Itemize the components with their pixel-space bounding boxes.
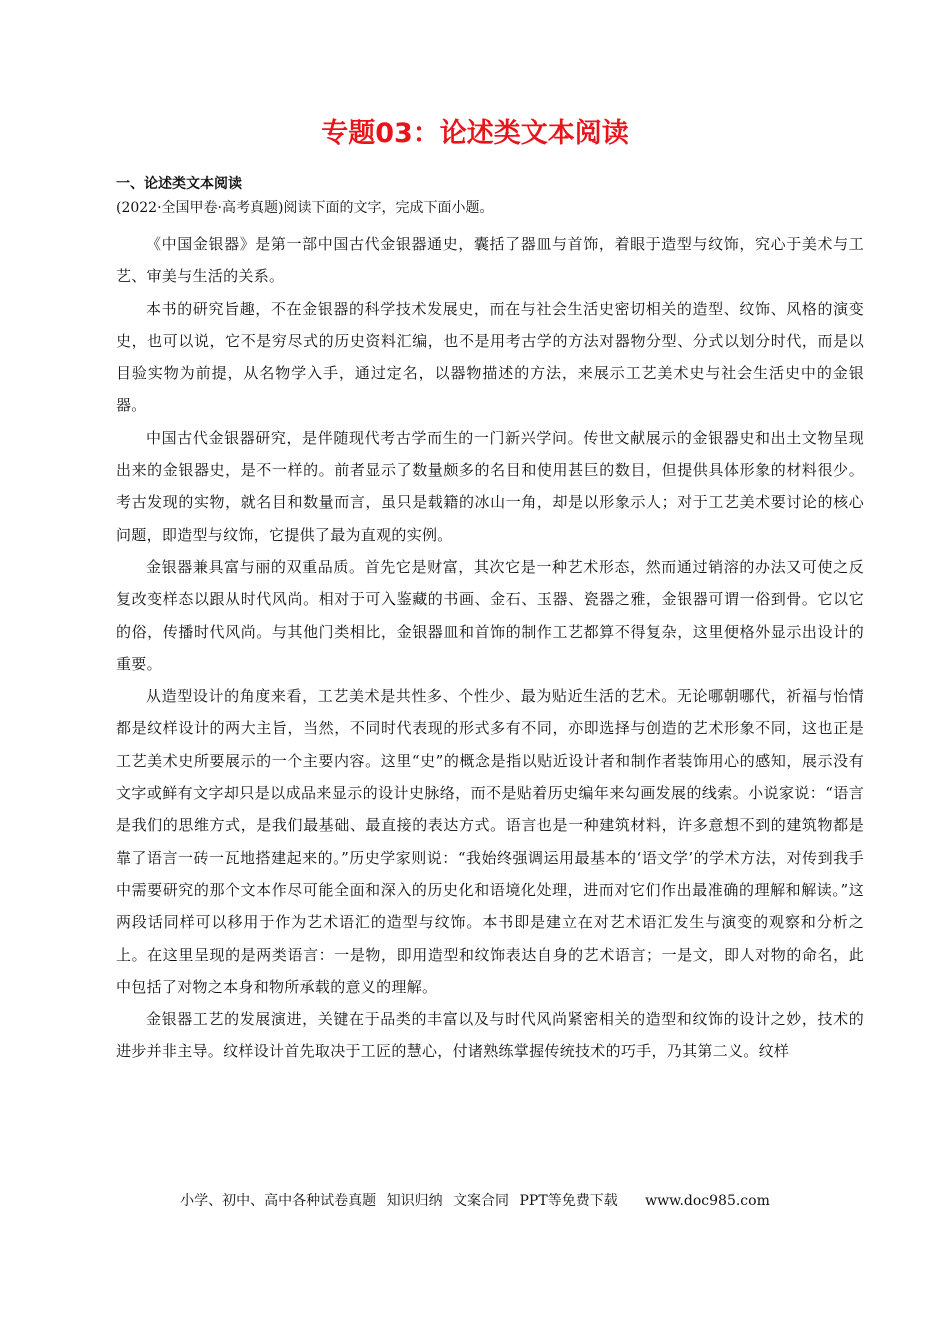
passage-body <box>116 228 864 1068</box>
passage-paragraph: 本书的研究旨趣，不在金银器的科学技术发展史，而在与社会生活史密切相关的造型、纹饰、风格的演变史，也可以说，它不是穷尽式的历史资料汇编，也不是用考古学的方法对器物分型、分式以划分时代，而是以目验实物为前提，从名物学入手，通过定名，以器物描述的方法，来展示工艺美术史与社会生活史中的金银器。 <box>116 299 864 415</box>
page-footer <box>0 1190 950 1212</box>
page-title: 专题03：论述类文本阅读 <box>321 118 629 149</box>
passage-paragraph: 金银器兼具富与丽的双重品质。首先它是财富，其次它是一种艺术形态，然而通过销溶的办法又可使之反复改变样态以跟从时代风尚。相对于可入鉴藏的书画、金石、玉器、瓷器之雅，金银器可谓一俗到骨。它以它的俗，传播时代风尚。与其他门类相比，金银器皿和首饰的制作工艺都算不得复杂，这里便格外显示出设计的重要。 <box>116 557 864 673</box>
footer-link[interactable]: 知识归纳 <box>386 1193 443 1209</box>
passage-paragraph: 《中国金银器》是第一部中国古代金银器通史，囊括了器皿与首饰，着眼于造型与纹饰，究心于美术与工艺、审美与生活的关系。 <box>116 235 864 286</box>
passage-paragraph: 中国古代金银器研究，是伴随现代考古学而生的一门新兴学问。传世文献展示的金银器史和出土文物呈现出来的金银器史，是不一样的。前者显示了数量颇多的名目和使用甚巨的数目，但提供具体形象的材料很少。考古发现的实物，就名目和数量而言，虽只是载籍的冰山一角，却是以形象示人；对于工艺美术要讨论的核心问题，即造型与纹饰，它提供了最为直观的实例。 <box>116 428 864 544</box>
question-intro: (2022·全国甲卷·高考真题)阅读下面的文字，完成下面小题。 <box>116 200 494 216</box>
footer-link[interactable]: PPT等免费下载 <box>519 1193 618 1209</box>
section-heading: 一、论述类文本阅读 <box>116 176 242 192</box>
passage-paragraph: 金银器工艺的发展演进，关键在于品类的丰富以及与时代风尚紧密相关的造型和纹饰的设计之妙，技术的进步并非主导。纹样设计首先取决于工匠的慧心，付诸熟练掌握传统技术的巧手，乃其第二义。纹样 <box>116 1010 864 1061</box>
passage-paragraph: 从造型设计的角度来看，工艺美术是共性多、个性少、最为贴近生活的艺术。无论哪朝哪代，祈福与怡情都是纹样设计的两大主旨，当然，不同时代表现的形式多有不同，亦即选择与创造的艺术形象不同，这也正是工艺美术史所要展示的一个主要内容。这里“史”的概念是指以贴近设计者和制作者装饰用心的感知，展示没有文字或鲜有文字却只是以成品来显示的设计史脉络，而不是贴着历史编年来勾画发展的线索。小说家说：“语言是我们的思维方式，是我们最基础、最直接的表达方式。语言也是一种建筑材料，许多意想不到的建筑物都是靠了语言一砖一瓦地搭建起来的。”历史学家则说：“我始终强调运用最基本的‘语文学’的学术方法，对传到我手中需要研究的那个文本作尽可能全面和深入的历史化和语境化处理，进而对它们作出最准确的理解和解读。”这两段话同样可以移用于作为艺术语汇的造型与纹饰。本书即是建立在对艺术语汇发生与演变的观察和分析之上。在这里呈现的是两类语言：一是物，即用造型和纹饰表达自身的艺术语言；一是文，即人对物的命名，此中包括了对物之本身和物所承载的意义的理解。 <box>116 687 864 996</box>
footer-link[interactable]: 小学、初中、高中各种试卷真题 <box>180 1193 377 1209</box>
footer-url-link[interactable]: www.doc985.com <box>645 1193 770 1209</box>
footer-link[interactable]: 文案合同 <box>453 1193 510 1209</box>
